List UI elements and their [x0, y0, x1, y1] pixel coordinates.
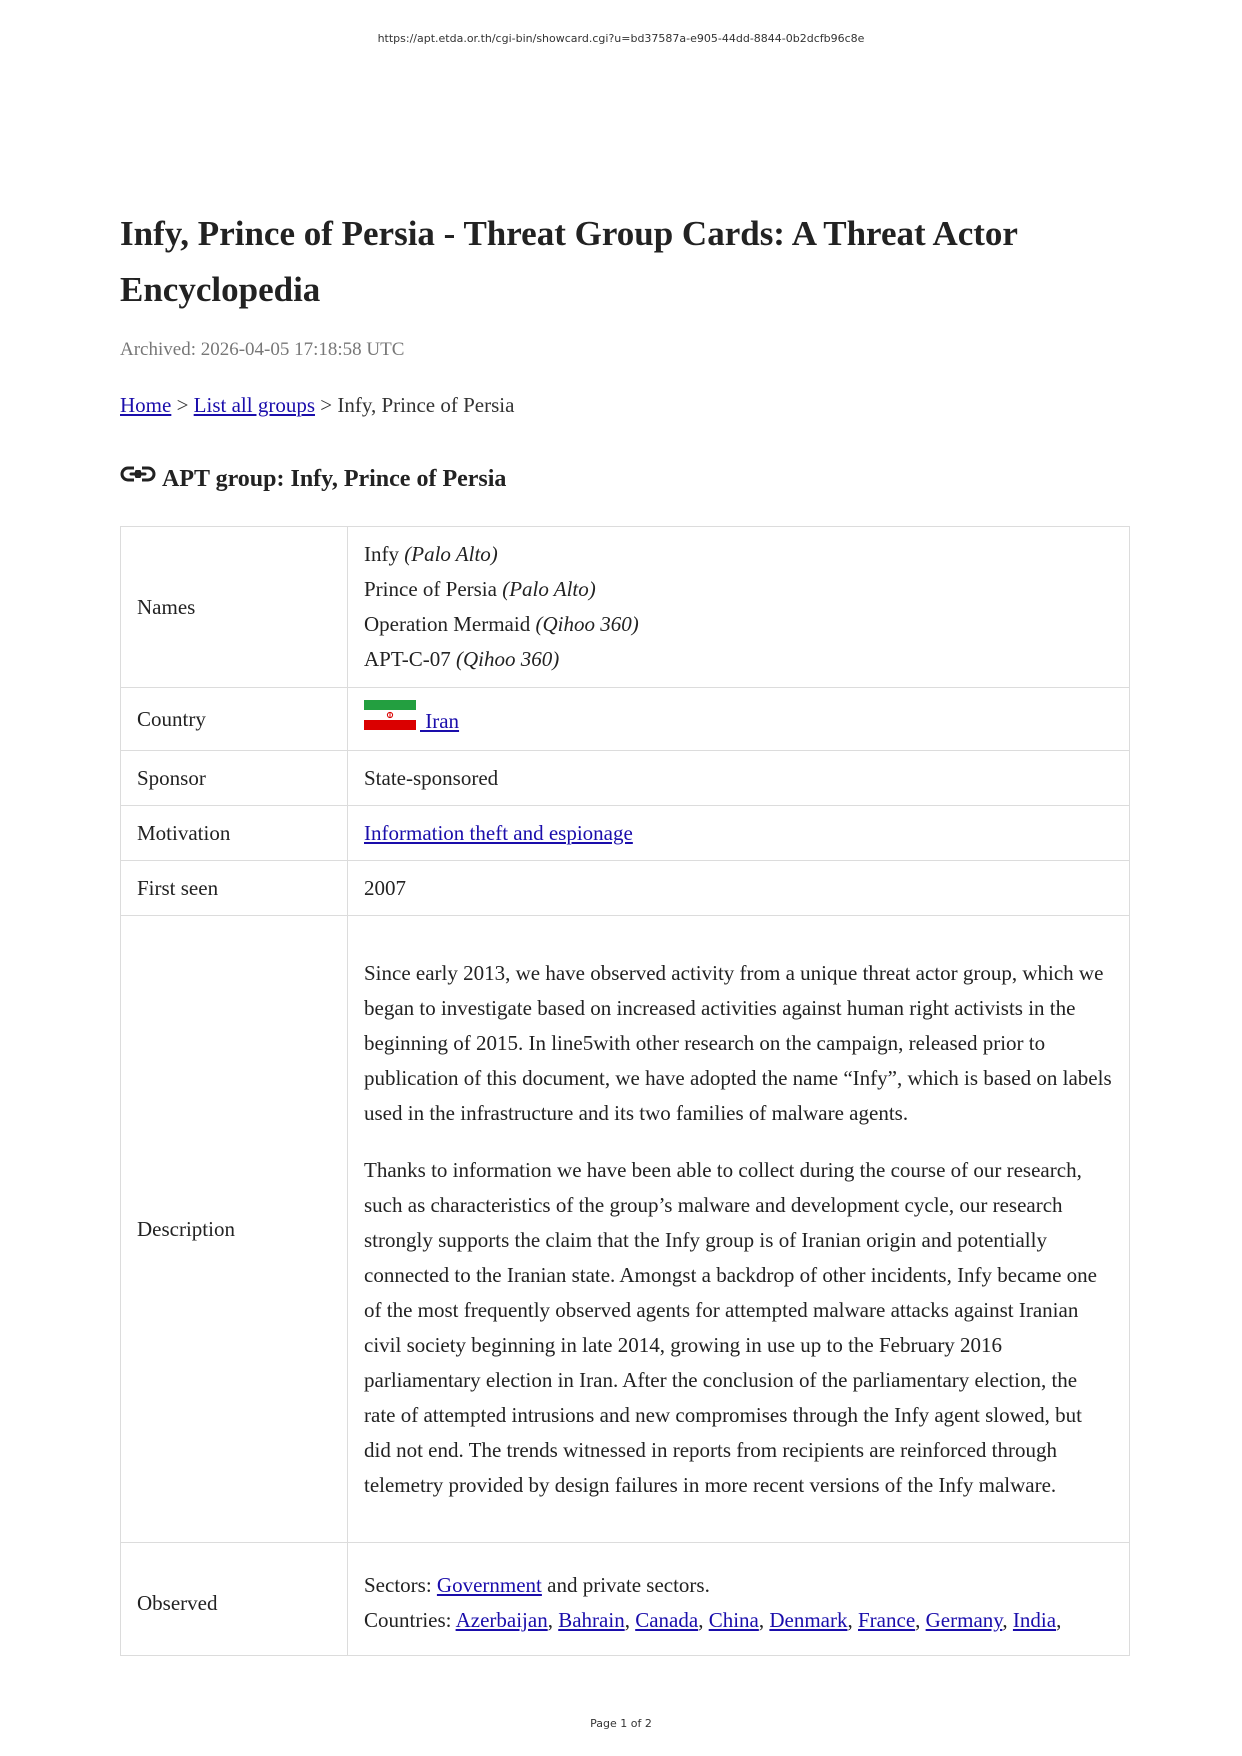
name-source: (Palo Alto)	[502, 577, 596, 601]
table-row	[121, 806, 1130, 861]
breadcrumb-home-link[interactable]: Home	[120, 393, 172, 417]
breadcrumb-list-groups-link[interactable]: List all groups	[193, 393, 315, 417]
description-value	[348, 916, 1130, 1543]
main-content	[120, 206, 1130, 1632]
name-entry	[364, 537, 1113, 572]
breadcrumb	[120, 392, 1130, 418]
group-card-table	[120, 526, 1130, 1656]
name-text: Infy	[364, 542, 399, 566]
country-link-germany[interactable]: Germany	[925, 1608, 1003, 1632]
table-row	[121, 1543, 1130, 1656]
motivation-label: Motivation	[121, 806, 348, 861]
observed-value	[348, 1543, 1130, 1656]
archived-timestamp: Archived: 2026-04-05 17:18:58 UTC	[120, 339, 405, 360]
name-entry	[364, 607, 1113, 642]
link-icon[interactable]	[120, 463, 156, 487]
names-label: Names	[121, 527, 348, 688]
country-value	[348, 688, 1130, 751]
group-heading	[120, 462, 1130, 496]
sponsor-label: Sponsor	[121, 751, 348, 806]
motivation-link[interactable]: Information theft and espionage	[364, 820, 633, 845]
name-entry	[364, 642, 1113, 677]
iran-flag-icon	[364, 700, 416, 730]
first-seen-label: First seen	[121, 861, 348, 916]
name-source: (Qihoo 360)	[535, 612, 639, 636]
country-label: Country	[121, 688, 348, 751]
observed-countries: Countries: Azerbaijan, Bahrain, Canada, China, Denmark, France, Germany, India,	[364, 1608, 1062, 1632]
sectors-suffix: and private sectors.	[541, 1573, 710, 1597]
sectors-prefix: Sectors:	[364, 1573, 437, 1597]
group-heading-text: APT group: Infy, Prince of Persia	[162, 465, 507, 492]
page-footer: Page 1 of 2	[590, 1717, 652, 1730]
description-label: Description	[121, 916, 348, 1543]
country-link-france[interactable]: France	[858, 1608, 916, 1632]
table-row	[121, 688, 1130, 751]
name-source: (Qihoo 360)	[456, 647, 560, 671]
country-link[interactable]	[364, 709, 459, 733]
breadcrumb-current: Infy, Prince of Persia	[337, 393, 515, 417]
sector-link-government[interactable]: Government	[436, 1573, 542, 1597]
country-link-china[interactable]: China	[708, 1608, 759, 1632]
first-seen-value: 2007	[348, 861, 1130, 916]
description-paragraph: Thanks to information we have been able to collect during the course of our research, such as characteristics of the group’s malware and development cycle, our research strongly supports the claim that the Infy group is of Iranian origin and potentially connected to the Iranian state. Amongst a backdrop of other incidents, Infy became one of the most frequently observed agents for attempted malware attacks against Iranian civil society beginning in late 2014, growing in use up to the February 2016 parliamentary election in Iran. After the conclusion of the parliamentary election, the rate of attempted intrusions and new compromises through the Infy agent slowed, but did not end. The trends witnessed in reports from recipients are reinforced through telemetry provided by design failures in more recent versions of the Infy malware.	[364, 1157, 1097, 1497]
country-link-azerbaijan[interactable]: Azerbaijan	[455, 1608, 548, 1632]
observed-label: Observed	[121, 1543, 348, 1656]
breadcrumb-separator: >	[171, 393, 194, 417]
page-title: Infy, Prince of Persia - Threat Group Cards: A Threat Actor Encyclopedia	[120, 214, 1018, 309]
table-row	[121, 527, 1130, 688]
observed-sectors	[364, 1568, 1113, 1603]
name-text: APT-C-07	[364, 647, 451, 671]
name-source: (Palo Alto)	[404, 542, 498, 566]
country-link-bahrain[interactable]: Bahrain	[558, 1608, 625, 1632]
breadcrumb-separator: >	[315, 393, 338, 417]
table-row	[121, 751, 1130, 806]
motivation-value	[348, 806, 1130, 861]
sponsor-value: State-sponsored	[348, 751, 1130, 806]
table-row	[121, 916, 1130, 1543]
name-text: Operation Mermaid	[364, 612, 531, 636]
countries-prefix: Countries:	[364, 1608, 456, 1632]
names-value	[348, 527, 1130, 688]
page-url-header: https://apt.etda.or.th/cgi-bin/showcard.cgi?u=bd37587a-e905-44dd-8844-0b2dcfb96c8e	[377, 32, 865, 45]
table-row	[121, 861, 1130, 916]
name-text: Prince of Persia	[364, 577, 497, 601]
country-name: Iran	[420, 708, 460, 733]
country-link-india[interactable]: India	[1012, 1608, 1057, 1632]
country-link-denmark[interactable]: Denmark	[769, 1608, 848, 1632]
description-paragraph: Since early 2013, we have observed activity from a unique threat actor group, which we began to investigate based on increased activities against human right activists in the beginning of 2015. In line5with other research on the campaign, released prior to publication of this document, we have adopted the name “Infy”, which is based on labels used in the infrastructure and its two families of malware agents.	[364, 960, 1112, 1125]
country-link-canada[interactable]: Canada	[635, 1608, 699, 1632]
name-entry	[364, 572, 1113, 607]
